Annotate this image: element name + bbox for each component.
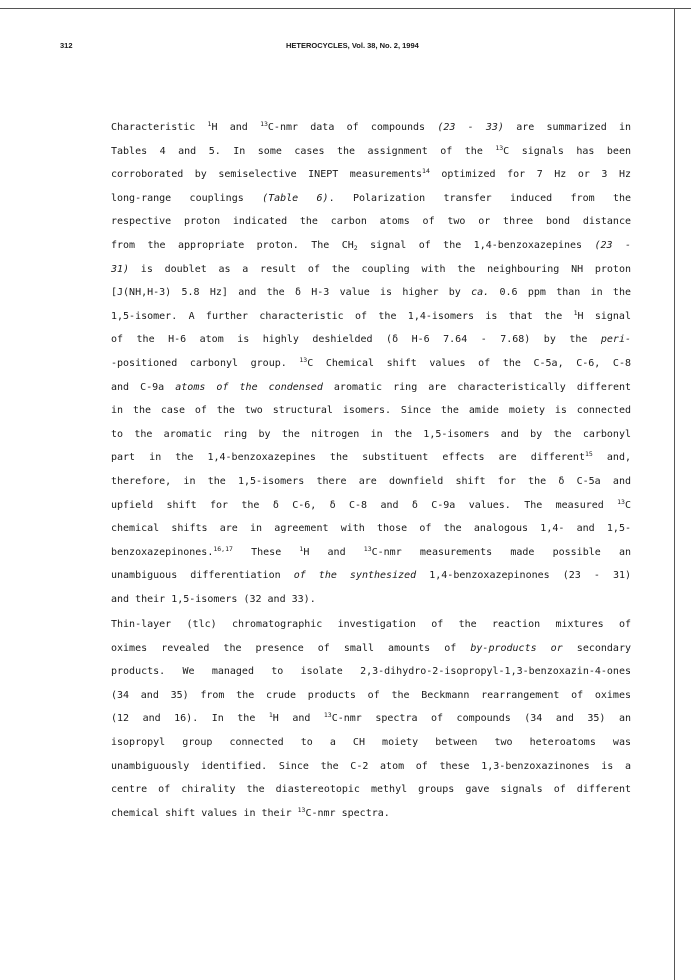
page-number: 312 (60, 41, 73, 50)
running-head: HETEROCYCLES, Vol. 38, No. 2, 1994 (286, 41, 419, 50)
text-line: (12 and 16). In the $^1$H and $^{13}$C-nmr spectra of compounds (34 and 35) an (111, 711, 632, 725)
right-border-line (674, 8, 675, 980)
text-line: isopropyl group connected to a CH moiety between two heteroatoms was (111, 736, 631, 748)
text-line: benzoxazepinones.$^{16,17}$ These $^1$H and $^{13}$C-nmr measurements made possible an (111, 544, 631, 558)
text-line: chemical shifts are in agreement with those of the analogous 1,4- and 1,5- (111, 523, 631, 535)
text-line: centre of chirality the diastereotopic methyl groups gave signals of different (111, 784, 631, 796)
text-line: in the case of the two structural isomers. Since the amide moiety is connected (111, 405, 631, 417)
text-line: unambiguously identified. Since the C-2 atom of these 1,3-benzoxazinones is a (111, 760, 631, 772)
text-line: Tables 4 and 5. In some cases the assignment of the $^{13}$C signals has been (111, 143, 631, 157)
text-line: -positioned carbonyl group. $^{13}$C Chemical shift values of the C-5a, C-6, C-8 (111, 355, 631, 369)
text-line: and their 1,5-isomers (32 and 33). (111, 593, 316, 605)
text-line: part in the 1,4-benzoxazepines the substituent effects are different$^{15}$ and, (111, 450, 631, 464)
text-line: 1,5-isomer. A further characteristic of the 1,4-isomers is that the $^1$H signal (111, 308, 631, 322)
paragraph-tlc-investigation (111, 613, 631, 825)
page-header (0, 41, 691, 55)
text-line: long-range couplings (Table 6). Polarization transfer induced from the (111, 192, 632, 204)
text-line: (34 and 35) from the crude products of the Beckmann rearrangement of oximes (111, 689, 631, 701)
text-line: 31) is doublet as a result of the coupling with the neighbouring NH proton (111, 263, 631, 275)
top-border-line (0, 8, 691, 9)
text-line: to the aromatic ring by the nitrogen in the 1,5-isomers and by the carbonyl (111, 428, 631, 440)
text-line: oximes revealed the presence of small amounts of by-products or secondary (111, 642, 631, 654)
text-line: of the H-6 atom is highly deshielded (δ H-6 7.64 - 7.68) by the peri- (111, 334, 631, 346)
text-line: [J(NH,H-3) 5.8 Hz] and the δ H-3 value is higher by ca. 0.6 ppm than in the (111, 287, 631, 299)
text-line: and C-9a atoms of the condensed aromatic ring are characteristically different (111, 381, 632, 393)
text-line: products. We managed to isolate 2,3-dihydro-2-isopropyl-1,3-benzoxazin-4-ones (111, 666, 631, 678)
text-line: upfield shift for the δ C-6, δ C-8 and δ C-9a values. The measured $^{13}$C (111, 497, 631, 511)
text-line: chemical shift values in their $^{13}$C-nmr spectra. (111, 805, 390, 819)
text-line: respective proton indicated the carbon atoms of two or three bond distance (111, 216, 631, 228)
text-line: unambiguous differentiation of the synthesized 1,4-benzoxazepinones (23 - 31) (111, 570, 632, 582)
paragraph-nmr-characteristics (111, 116, 631, 611)
text-line: from the appropriate proton. The $CH_2$ signal of the 1,4-benzoxazepines (23 - (111, 239, 631, 252)
text-line: corroborated by semiselective INEPT measurements$^{14}$ optimized for 7 Hz or 3 Hz (111, 167, 631, 181)
text-line: Characteristic $^1$H and $^{13}$C-nmr data of compounds (23 - 33) are summarized in (111, 120, 632, 133)
text-line: Thin-layer (tlc) chromatographic investigation of the reaction mixtures of (111, 619, 631, 630)
text-line: therefore, in the 1,5-isomers there are downfield shift for the δ C-5a and (111, 475, 631, 487)
